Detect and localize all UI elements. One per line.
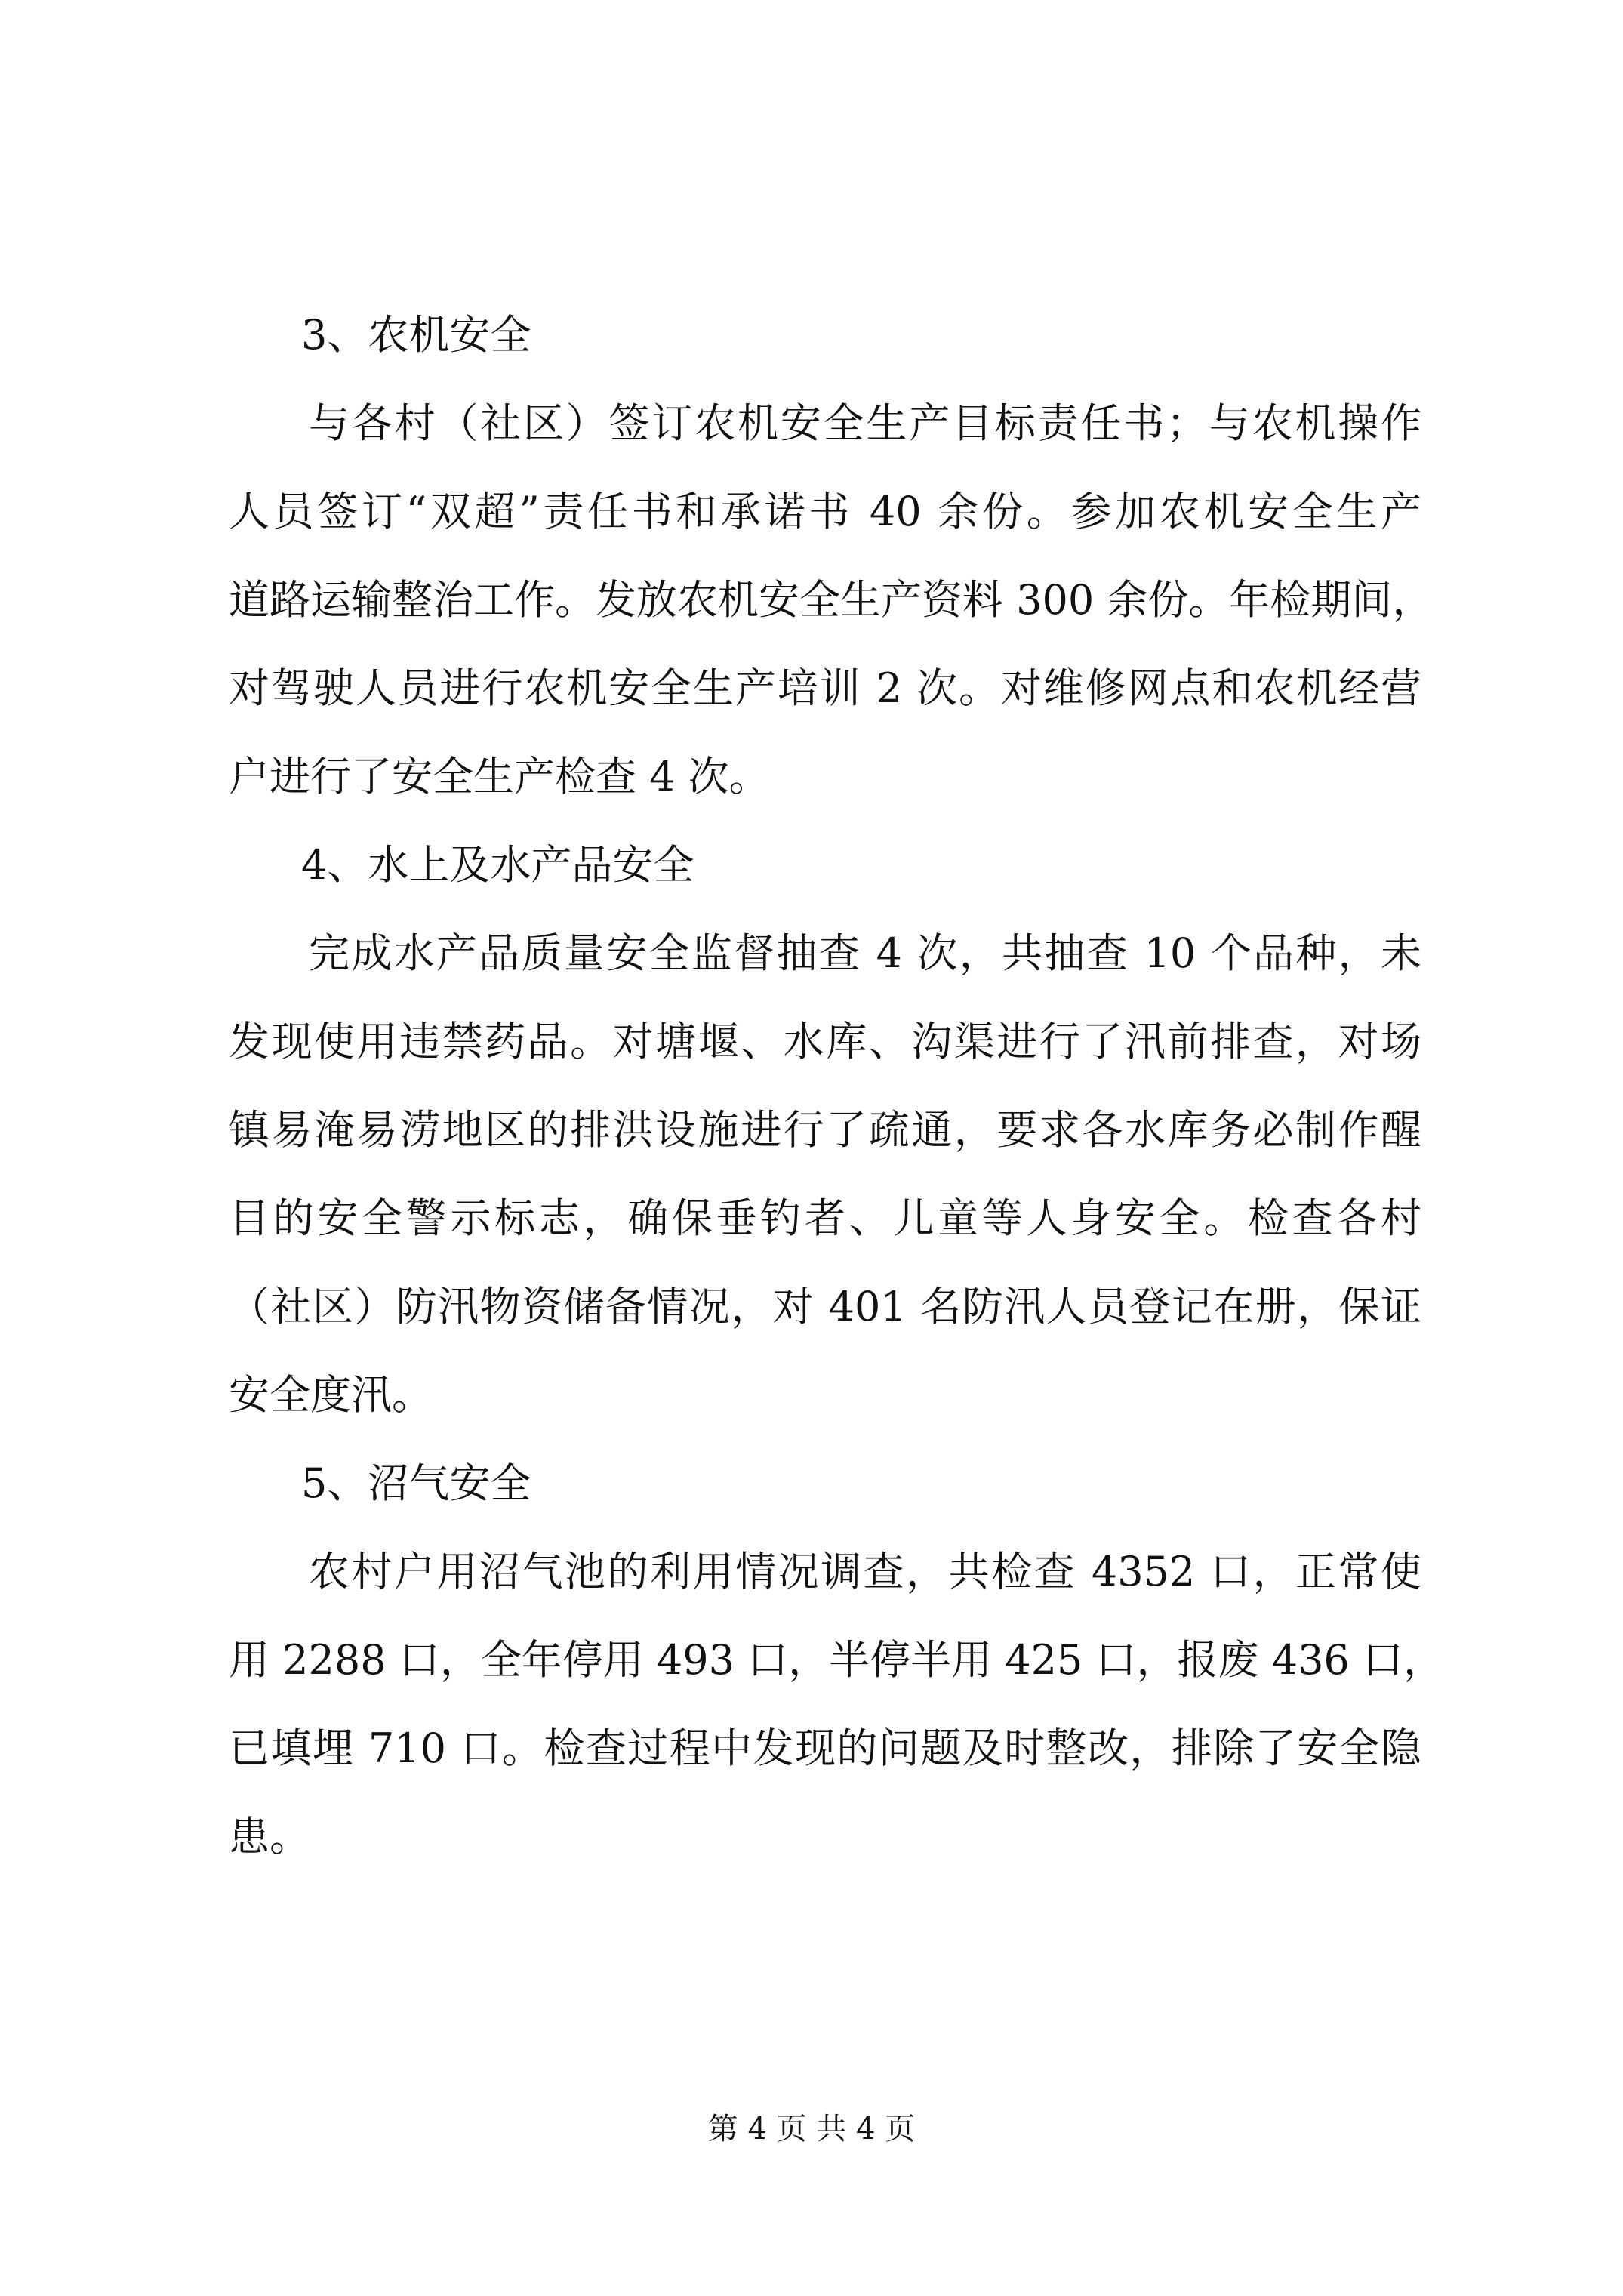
- section-heading: 5、沼气安全: [301, 1459, 531, 1507]
- paragraph-line: 人员签订“双超”责任书和承诺书 40 余份。参加农机安全生产: [229, 488, 1421, 535]
- paragraph-line: 安全度汛。: [229, 1371, 433, 1419]
- paragraph-line: 农村户用沼气池的利用情况调查，共检查 4352 口，正常使: [309, 1548, 1421, 1595]
- page-number-footer: 第 4 页 共 4 页: [707, 2112, 916, 2147]
- section-heading: 3、农机安全: [301, 311, 531, 359]
- paragraph-line: 户进行了安全生产检查 4 次。: [229, 753, 770, 800]
- paragraph-line: 已填埋 710 口。检查过程中发现的问题及时整改，排除了安全隐: [229, 1724, 1421, 1772]
- paragraph-line: 与各村（社区）签订农机安全生产目标责任书；与农机操作: [309, 399, 1421, 447]
- paragraph-line: 镇易淹易涝地区的排洪设施进行了疏通，要求各水库务必制作醒: [229, 1106, 1421, 1154]
- paragraph-line: （社区）防汛物资储备情况，对 401 名防汛人员登记在册，保证: [229, 1283, 1421, 1330]
- document-body: [229, 291, 1444, 1881]
- paragraph-line: 道路运输整治工作。发放农机安全生产资料 300 余份。年检期间，: [229, 576, 1434, 624]
- paragraph-line: 患。: [229, 1813, 310, 1860]
- paragraph-line: 发现使用违禁药品。对塘堰、水库、沟渠进行了汛前排查，对场: [229, 1018, 1421, 1065]
- paragraph-line: 对驾驶人员进行农机安全生产培训 2 次。对维修网点和农机经营: [229, 664, 1421, 712]
- paragraph-line: 完成水产品质量安全监督抽查 4 次，共抽查 10 个品种，未: [309, 929, 1421, 977]
- section-heading: 4、水上及水产品安全: [301, 841, 694, 889]
- paragraph-line: 用 2288 口，全年停用 493 口，半停半用 425 口，报废 436 口，: [229, 1636, 1444, 1684]
- paragraph-line: 目的安全警示标志，确保垂钓者、儿童等人身安全。检查各村: [229, 1194, 1421, 1242]
